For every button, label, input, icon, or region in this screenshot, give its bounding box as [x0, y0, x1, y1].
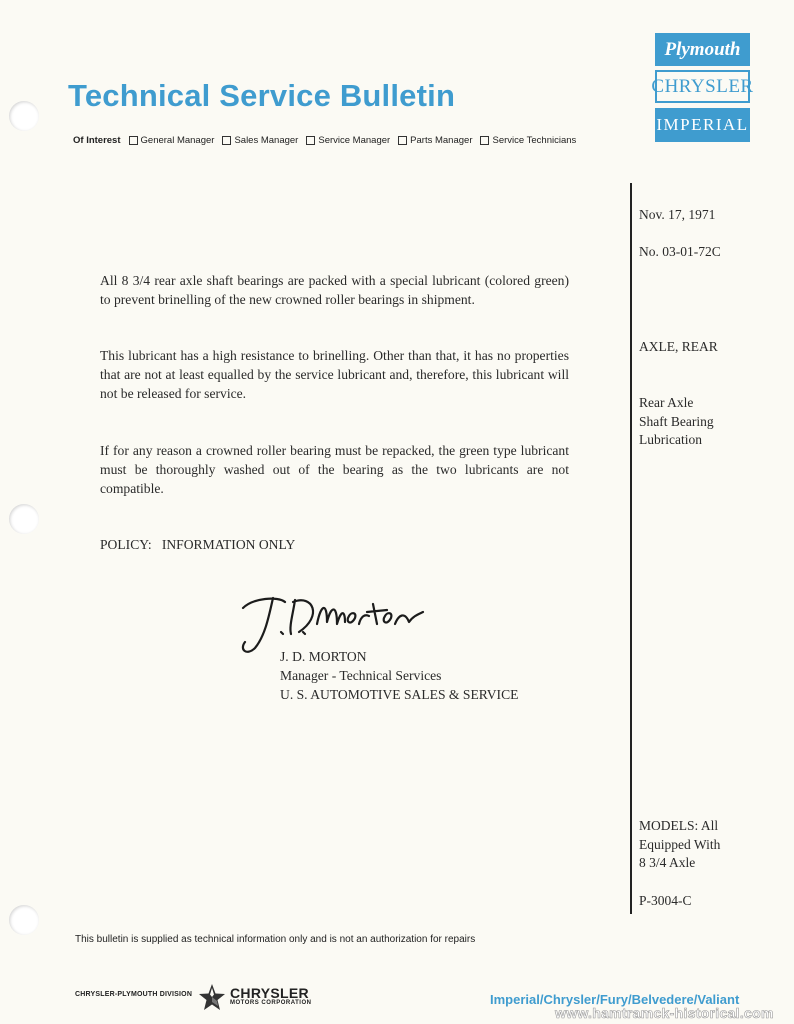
bulletin-title: Technical Service Bulletin: [68, 78, 456, 113]
signature-block: [280, 647, 518, 704]
bulletin-topic: Rear Axle Shaft Bearing Lubrication: [639, 395, 714, 447]
chrysler-logo: CHRYSLER: [655, 70, 750, 103]
form-number: P-3004-C: [639, 893, 692, 908]
interest-option-service-technicians: [480, 135, 576, 146]
signer-organization: U. S. AUTOMOTIVE SALES & SERVICE: [280, 687, 519, 702]
checkbox-icon: [306, 136, 315, 145]
bulletin-subject: AXLE, REAR: [639, 339, 718, 354]
body-paragraph-3: If for any reason a crowned roller bearing must be repacked, the green type lubricant must be thoroughly washed out of the bearing as the two lubricants are not compatible.: [100, 443, 569, 496]
corporation-name: CHRYSLER: [230, 985, 309, 1001]
interest-option-label: General Manager: [140, 135, 215, 146]
interest-option-label: Service Technicians: [492, 135, 577, 146]
of-interest-row: [73, 135, 584, 146]
of-interest-label: Of Interest: [73, 135, 121, 146]
interest-option-label: Sales Manager: [234, 135, 299, 146]
interest-option-service-manager: [306, 135, 390, 146]
interest-option-sales-manager: [222, 135, 298, 146]
body-paragraph-2: This lubricant has a high resistance to brinelling. Other than that, it has no properties that are not at least equalled by the service lubricant and, therefore, this lubricant will not be released for service.: [100, 348, 569, 401]
interest-option-parts-manager: [398, 135, 472, 146]
body-paragraph-1: All 8 3/4 rear axle shaft bearings are packed with a special lubricant (colored green) to prevent brinelling of the new crowned roller bearings in shipment.: [100, 273, 569, 307]
interest-option-label: Parts Manager: [410, 135, 473, 146]
signer-position: Manager - Technical Services: [280, 668, 442, 683]
binder-hole-top: [9, 101, 39, 131]
division-label: CHRYSLER-PLYMOUTH DIVISION: [75, 991, 193, 998]
disclaimer: This bulletin is supplied as technical information only and is not an authorization for repairs: [75, 934, 476, 945]
interest-option-label: Service Manager: [318, 135, 391, 146]
chrysler-corporation-logo: [230, 986, 311, 1006]
bulletin-number: No. 03-01-72C: [639, 244, 721, 259]
checkbox-icon: [480, 136, 489, 145]
pentastar-icon: [198, 983, 226, 1011]
imperial-logo: IMPERIAL: [655, 108, 750, 142]
checkbox-icon: [129, 136, 138, 145]
corporation-subtitle: MOTORS CORPORATION: [230, 1000, 312, 1006]
checkbox-icon: [398, 136, 407, 145]
sidebar-divider: [630, 183, 632, 914]
models-line: Imperial/Chrysler/Fury/Belvedere/Valiant: [490, 992, 740, 1007]
signer-name: J. D. MORTON: [280, 649, 367, 664]
site-watermark: www.hamtramck-historical.com: [555, 1005, 774, 1021]
policy-statement: POLICY: INFORMATION ONLY: [100, 537, 296, 552]
checkbox-icon: [222, 136, 231, 145]
plymouth-logo: Plymouth: [655, 33, 750, 66]
binder-hole-bottom: [9, 905, 39, 935]
bulletin-models: MODELS: All Equipped With 8 3/4 Axle: [639, 818, 721, 870]
interest-option-general-manager: [129, 135, 215, 146]
bulletin-date: Nov. 17, 1971: [639, 207, 716, 222]
binder-hole-middle: [9, 504, 39, 534]
